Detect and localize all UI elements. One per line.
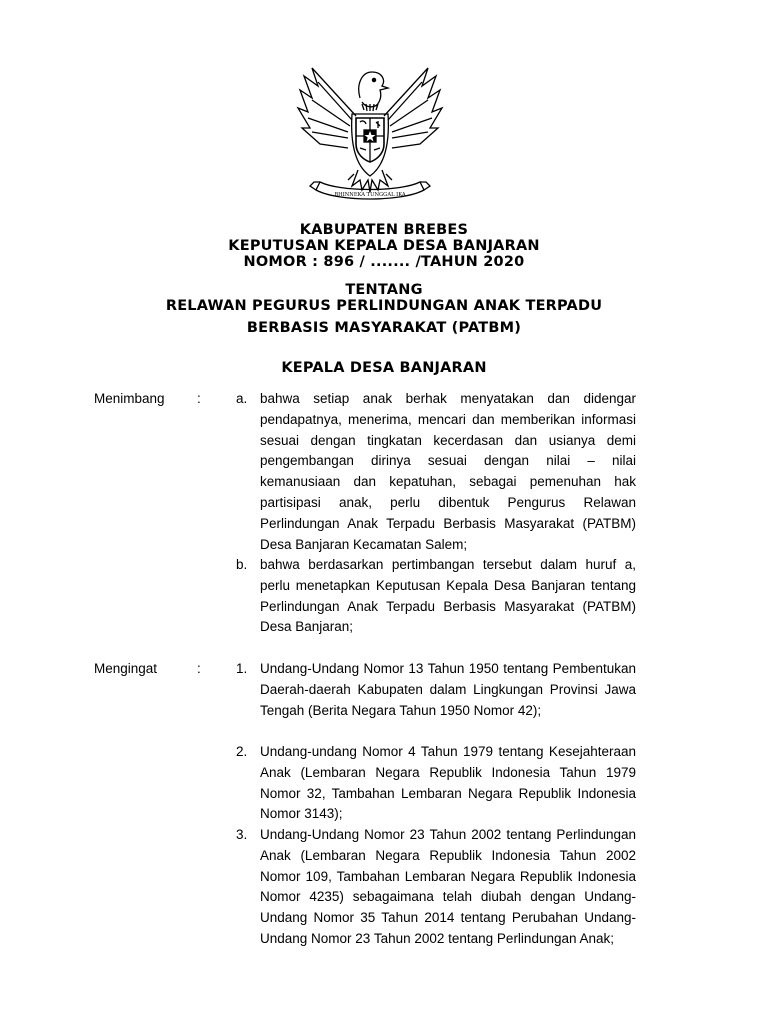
menimbang-label: Menimbang	[94, 391, 165, 406]
issuer-block	[0, 360, 768, 376]
list-item-text: bahwa berdasarkan pertimbangan tersebut dalam huruf a, perlu menetapkan Keputusan Kepala Desa Banjaran tentang Perlindungan Anak Terpadu Berbasis Masyarakat (PATBM) Desa Banjaran;	[260, 557, 636, 635]
list-marker: a.	[236, 391, 248, 406]
menimbang-colon: :	[197, 391, 201, 406]
subject-line-2: BERBASIS MASYARAKAT (PATBM)	[246, 320, 522, 336]
issuer-title: KEPALA DESA BANJARAN	[281, 360, 487, 376]
garuda-pancasila-emblem-icon	[290, 58, 450, 208]
list-marker: 3.	[236, 827, 248, 842]
mengingat-colon: :	[197, 661, 201, 676]
mengingat-label: Mengingat	[94, 661, 158, 676]
emblem-motto: BHINNEKA TUNGGAL IKA	[334, 192, 406, 198]
list-item-text: bahwa setiap anak berhak menyatakan dan didengar pendapatnya, menerima, mencari dan memberikan informasi sesuai dengan tingkatan kecerdasan dan usianya demi pengembangan dirinya sesuai dengan nilai – nilai kemanusiaan dan kepatuhan, sebagai pemenuhan hak partisipasi anak, perlu dibentuk Pengurus Relawan Perlindungan Anak Terpadu Berbasis Masyarakat (PATBM) Desa Banjaran Kecamatan Salem;	[260, 391, 636, 552]
about-label: TENTANG	[345, 282, 423, 298]
decree-number: NOMOR : 896 / ....... /TAHUN 2020	[243, 254, 525, 270]
subject-block	[0, 282, 768, 314]
list-marker: 2.	[236, 744, 248, 759]
decree-title: KEPUTUSAN KEPALA DESA BANJARAN	[228, 238, 540, 254]
list-marker: b.	[236, 557, 248, 572]
document-header	[0, 222, 768, 270]
subject-line-1: RELAWAN PEGURUS PERLINDUNGAN ANAK TERPADU	[165, 298, 603, 314]
list-item-text: Undang-Undang Nomor 13 Tahun 1950 tentang Pembentukan Daerah-daerah Kabupaten dalam Lingkungan Provinsi Jawa Tengah (Berita Negara Tahun 1950 Nomor 42);	[260, 661, 636, 718]
subject-block-2	[0, 320, 768, 336]
regency-title: KABUPATEN BREBES	[299, 222, 469, 238]
list-item-text: Undang-Undang Nomor 23 Tahun 2002 tentang Perlindungan Anak (Lembaran Negara Republik Indonesia Tahun 2002 Nomor 109, Tambahan Lembaran Negara Republik Indonesia Nomor 4235) sebagaimana telah diubah dengan Undang-Undang Nomor 35 Tahun 2014 tentang Perubahan Undang-Undang Nomor 23 Tahun 2002 tentang Perlindungan Anak;	[260, 827, 636, 946]
emblem-drawing	[290, 58, 450, 208]
list-item-text: Undang-undang Nomor 4 Tahun 1979 tentang Kesejahteraan Anak (Lembaran Negara Republik Indonesia Tahun 1979 Nomor 32, Tambahan Lembaran Negara Republik Indonesia Nomor 3143);	[260, 744, 636, 822]
list-marker: 1.	[236, 661, 248, 676]
